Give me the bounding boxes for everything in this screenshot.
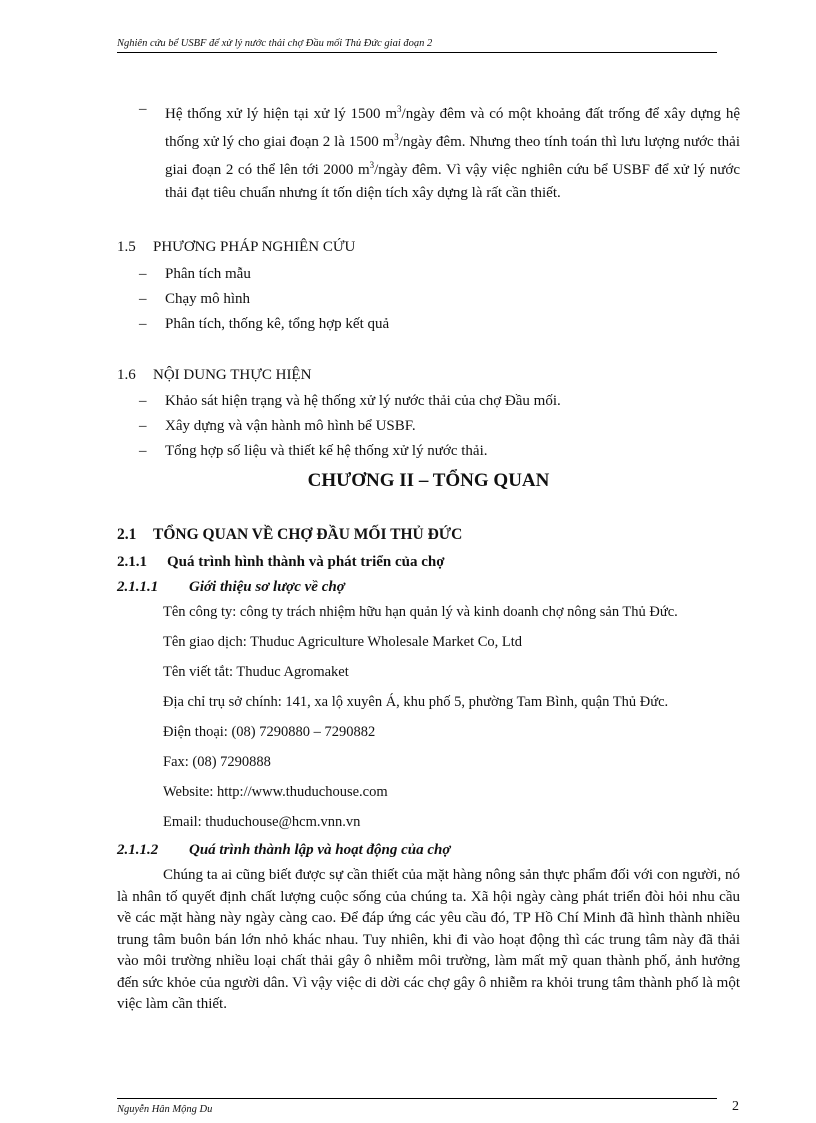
list-item: – Phân tích, thống kê, tổng hợp kết quả <box>139 316 390 332</box>
company-info <box>117 602 740 832</box>
website: Website: http://www.thuduchouse.com <box>163 784 388 800</box>
intro-paragraph: Hệ thống xử lý hiện tại xử lý 1500 $m^3$/ngày đêm và có một khoảng đất trống để xây dựng hệ thống xử lý cho giai đoạn 2 là 1500 $m^3$/ngày đêm. Nhưng theo tính toán thì lưu lượng nước thải giai đoạn 2 có thể lên tới 2000 $m^3$/ngày đêm. Vì vậy việc nghiên cứu bể USBF để xử lý nước thải đạt tiêu chuẩn nhưng ít tốn diện tích xây dựng là rất cần thiết. <box>165 104 740 201</box>
section-title: Quá trình thành lập và hoạt động của chợ <box>189 842 451 858</box>
list-item: – Tổng hợp số liệu và thiết kế hệ thống xử lý nước thải. <box>139 443 488 459</box>
section-title: Giới thiệu sơ lược về chợ <box>189 579 345 595</box>
section-number: 2.1.1.2 <box>117 842 159 858</box>
section-number: 1.5 <box>117 239 136 255</box>
section-number: 2.1.1 <box>117 554 147 570</box>
tasks-list <box>117 389 740 464</box>
footer-author: Nguyễn Hân Mộng Du <box>117 1104 213 1115</box>
section-2-1-1-heading <box>117 554 740 571</box>
section-title: NỘI DUNG THỰC HIỆN <box>153 367 312 383</box>
section-title: TỔNG QUAN VỀ CHỢ ĐẦU MỐI THỦ ĐỨC <box>153 526 463 543</box>
list-item: – Xây dựng và vận hành mô hình bể USBF. <box>139 418 416 434</box>
methods-list <box>117 262 740 337</box>
trade-name: Tên giao dịch: Thuduc Agriculture Wholesale Market Co, Ltd <box>163 634 523 650</box>
section-2-1-1-2-heading <box>117 842 740 859</box>
section-2-1-1-1-heading <box>117 579 740 596</box>
short-name: Tên viết tắt: Thuduc Agromaket <box>163 664 349 680</box>
intro-bullet <box>117 98 740 205</box>
section-2-1-heading <box>117 526 740 544</box>
email: Email: thuduchouse@hcm.vnn.vn <box>163 814 361 830</box>
section-title: Quá trình hình thành và phát triển của chợ <box>167 554 445 570</box>
bullet-dash: – <box>139 101 147 117</box>
list-item: – Khảo sát hiện trạng và hệ thống xử lý nước thải của chợ Đầu mối. <box>139 393 561 409</box>
history-paragraph: Chúng ta ai cũng biết được sự cần thiết của mặt hàng nông sản thực phẩm đối với con người, nó là nhân tố quyết định chất lượng cuộc sống của chúng ta. Xã hội ngày càng phát triển đòi hỏi nhu cầu về các mặt hàng này ngày càng cao. Để đáp ứng các yêu cầu đó, TP Hồ Chí Minh đã hình thành nhiều trung tâm buôn bán lớn nhỏ khác nhau. Tuy nhiên, khi đi vào hoạt động thì các trung tâm này đã thải vào môi trường nhiều loại chất thải gây ô nhiễm môi trường, làm mất mỹ quan thành phố, ảnh hưởng đến sức khỏe của người dân. Vì vậy việc di dời các chợ gây ô nhiễm ra khỏi trung tâm thành phố là một việc làm cần thiết. <box>117 867 740 1012</box>
page-header: Nghiên cứu bể USBF để xử lý nước thải chợ Đầu mối Thủ Đức giai đoạn 2 <box>117 38 717 53</box>
section-number: 2.1.1.1 <box>117 579 159 595</box>
list-item: – Phân tích mẫu <box>139 266 251 282</box>
chapter-title: CHƯƠNG II – TỔNG QUAN <box>307 470 550 491</box>
section-1-6-heading <box>117 367 740 384</box>
phone: Điện thoại: (08) 7290880 – 7290882 <box>163 724 376 740</box>
page-content <box>117 98 740 1016</box>
address: Địa chỉ trụ sở chính: 141, xa lộ xuyên Á, khu phố 5, phường Tam Bình, quận Thủ Đức. <box>163 694 669 710</box>
page-number: 2 <box>732 1099 739 1114</box>
section-number: 1.6 <box>117 367 136 383</box>
fax: Fax: (08) 7290888 <box>163 754 271 770</box>
company-name: Tên công ty: công ty trách nhiệm hữu hạn quản lý và kinh doanh chợ nông sản Thủ Đức. <box>163 604 678 620</box>
list-item: – Chạy mô hình <box>139 291 250 307</box>
section-1-5-heading <box>117 239 740 256</box>
section-number: 2.1 <box>117 526 137 543</box>
section-title: PHƯƠNG PHÁP NGHIÊN CỨU <box>153 239 356 255</box>
footer-divider <box>117 1098 717 1099</box>
